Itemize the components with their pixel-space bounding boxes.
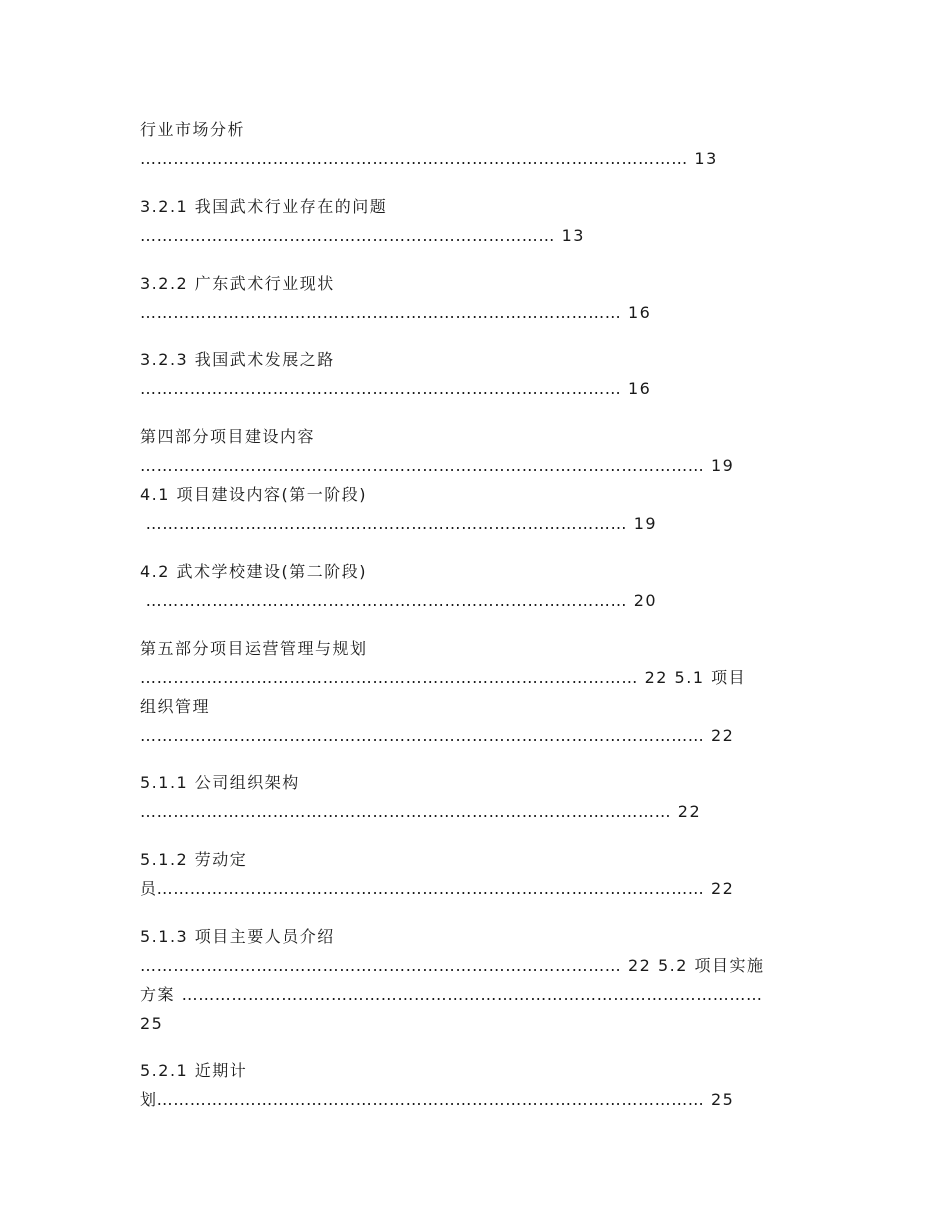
- toc-title-3-2-3: 3.2.3 我国武术发展之路: [140, 350, 335, 369]
- toc-title-market-analysis: 行业市场分析: [140, 120, 246, 139]
- toc-leader-row: [140, 514, 657, 534]
- dot-leader: …………………………………………………………………………………………: [140, 726, 705, 745]
- page-number: 19: [633, 514, 658, 533]
- page-number: 19: [711, 456, 735, 475]
- page-number: 16: [628, 303, 652, 322]
- toc-leader-row: [140, 456, 734, 476]
- page-number: 22: [711, 726, 735, 745]
- toc-title-5-2: 5.2 项目实施: [657, 956, 765, 975]
- toc-title-4-1: 4.1 项目建设内容(第一阶段): [140, 485, 368, 504]
- toc-leader-row: [140, 985, 763, 1005]
- toc-title-5-2-1: 5.2.1 近期计: [140, 1061, 248, 1080]
- toc-leader-row: [140, 591, 657, 611]
- toc-title-5-1-3: 5.1.3 项目主要人员介绍: [140, 927, 335, 946]
- toc-title-5-1-1: 5.1.1 公司组织架构: [140, 773, 300, 792]
- dot-leader: ……………………………………………………………………………: [140, 591, 628, 610]
- toc-leader-row: [140, 1090, 734, 1110]
- page-number: 22: [628, 956, 652, 975]
- dot-leader: ……………………………………………………………………………………: [140, 802, 672, 821]
- dot-leader: …………………………………………………………………: [140, 226, 555, 245]
- page-number: 22: [711, 879, 735, 898]
- toc-leader-row: [140, 726, 734, 746]
- page-number: 25: [140, 1014, 164, 1033]
- page-number: 25: [711, 1090, 735, 1109]
- dot-leader: ……………………………………………………………………………: [140, 514, 628, 533]
- page-number: 13: [694, 149, 718, 168]
- dot-leader: ……………………………………………………………………………: [140, 303, 622, 322]
- toc-leader-row: [140, 303, 651, 323]
- toc-title-5-1-cont: 组织管理: [140, 697, 211, 716]
- toc-leader-row: [140, 668, 746, 688]
- dot-leader: ………………………………………………………………………………………: [140, 149, 688, 168]
- dot-leader: …………………………………………………………………………………………: [140, 456, 705, 475]
- page-number: 16: [628, 379, 652, 398]
- toc-title-5-2-cont: 方案: [140, 985, 176, 1004]
- toc-title-3-2-2: 3.2.2 广东武术行业现状: [140, 274, 335, 293]
- toc-title-part-4: 第四部分项目建设内容: [140, 427, 316, 446]
- dot-leader: ……………………………………………………………………………: [140, 956, 622, 975]
- toc-title-5-1-2: 5.1.2 劳动定: [140, 850, 248, 869]
- toc-leader-row: [140, 379, 651, 399]
- toc-leader-row: [140, 802, 701, 822]
- dot-leader: ………………………………………………………………………………: [140, 668, 638, 687]
- dot-leader: ……………………………………………………………………………: [140, 379, 622, 398]
- toc-title-5-1: 5.1 项目: [674, 668, 747, 687]
- page-number: 20: [633, 591, 658, 610]
- dot-leader: ……………………………………………………………………………………………: [181, 985, 763, 1004]
- dot-leader: 员………………………………………………………………………………………: [140, 879, 705, 898]
- page-number: 22: [644, 668, 668, 687]
- page-number: 13: [561, 226, 585, 245]
- toc-title-part-5: 第五部分项目运营管理与规划: [140, 639, 368, 658]
- page-number: 22: [677, 802, 702, 821]
- toc-leader-row: [140, 226, 585, 246]
- toc-title-3-2-1: 3.2.1 我国武术行业存在的问题: [140, 197, 388, 216]
- toc-leader-row: [140, 879, 734, 899]
- toc-leader-row: [140, 956, 765, 976]
- toc-title-4-2: 4.2 武术学校建设(第二阶段): [140, 562, 368, 581]
- dot-leader: 划………………………………………………………………………………………: [140, 1090, 705, 1109]
- toc-leader-row: [140, 149, 718, 169]
